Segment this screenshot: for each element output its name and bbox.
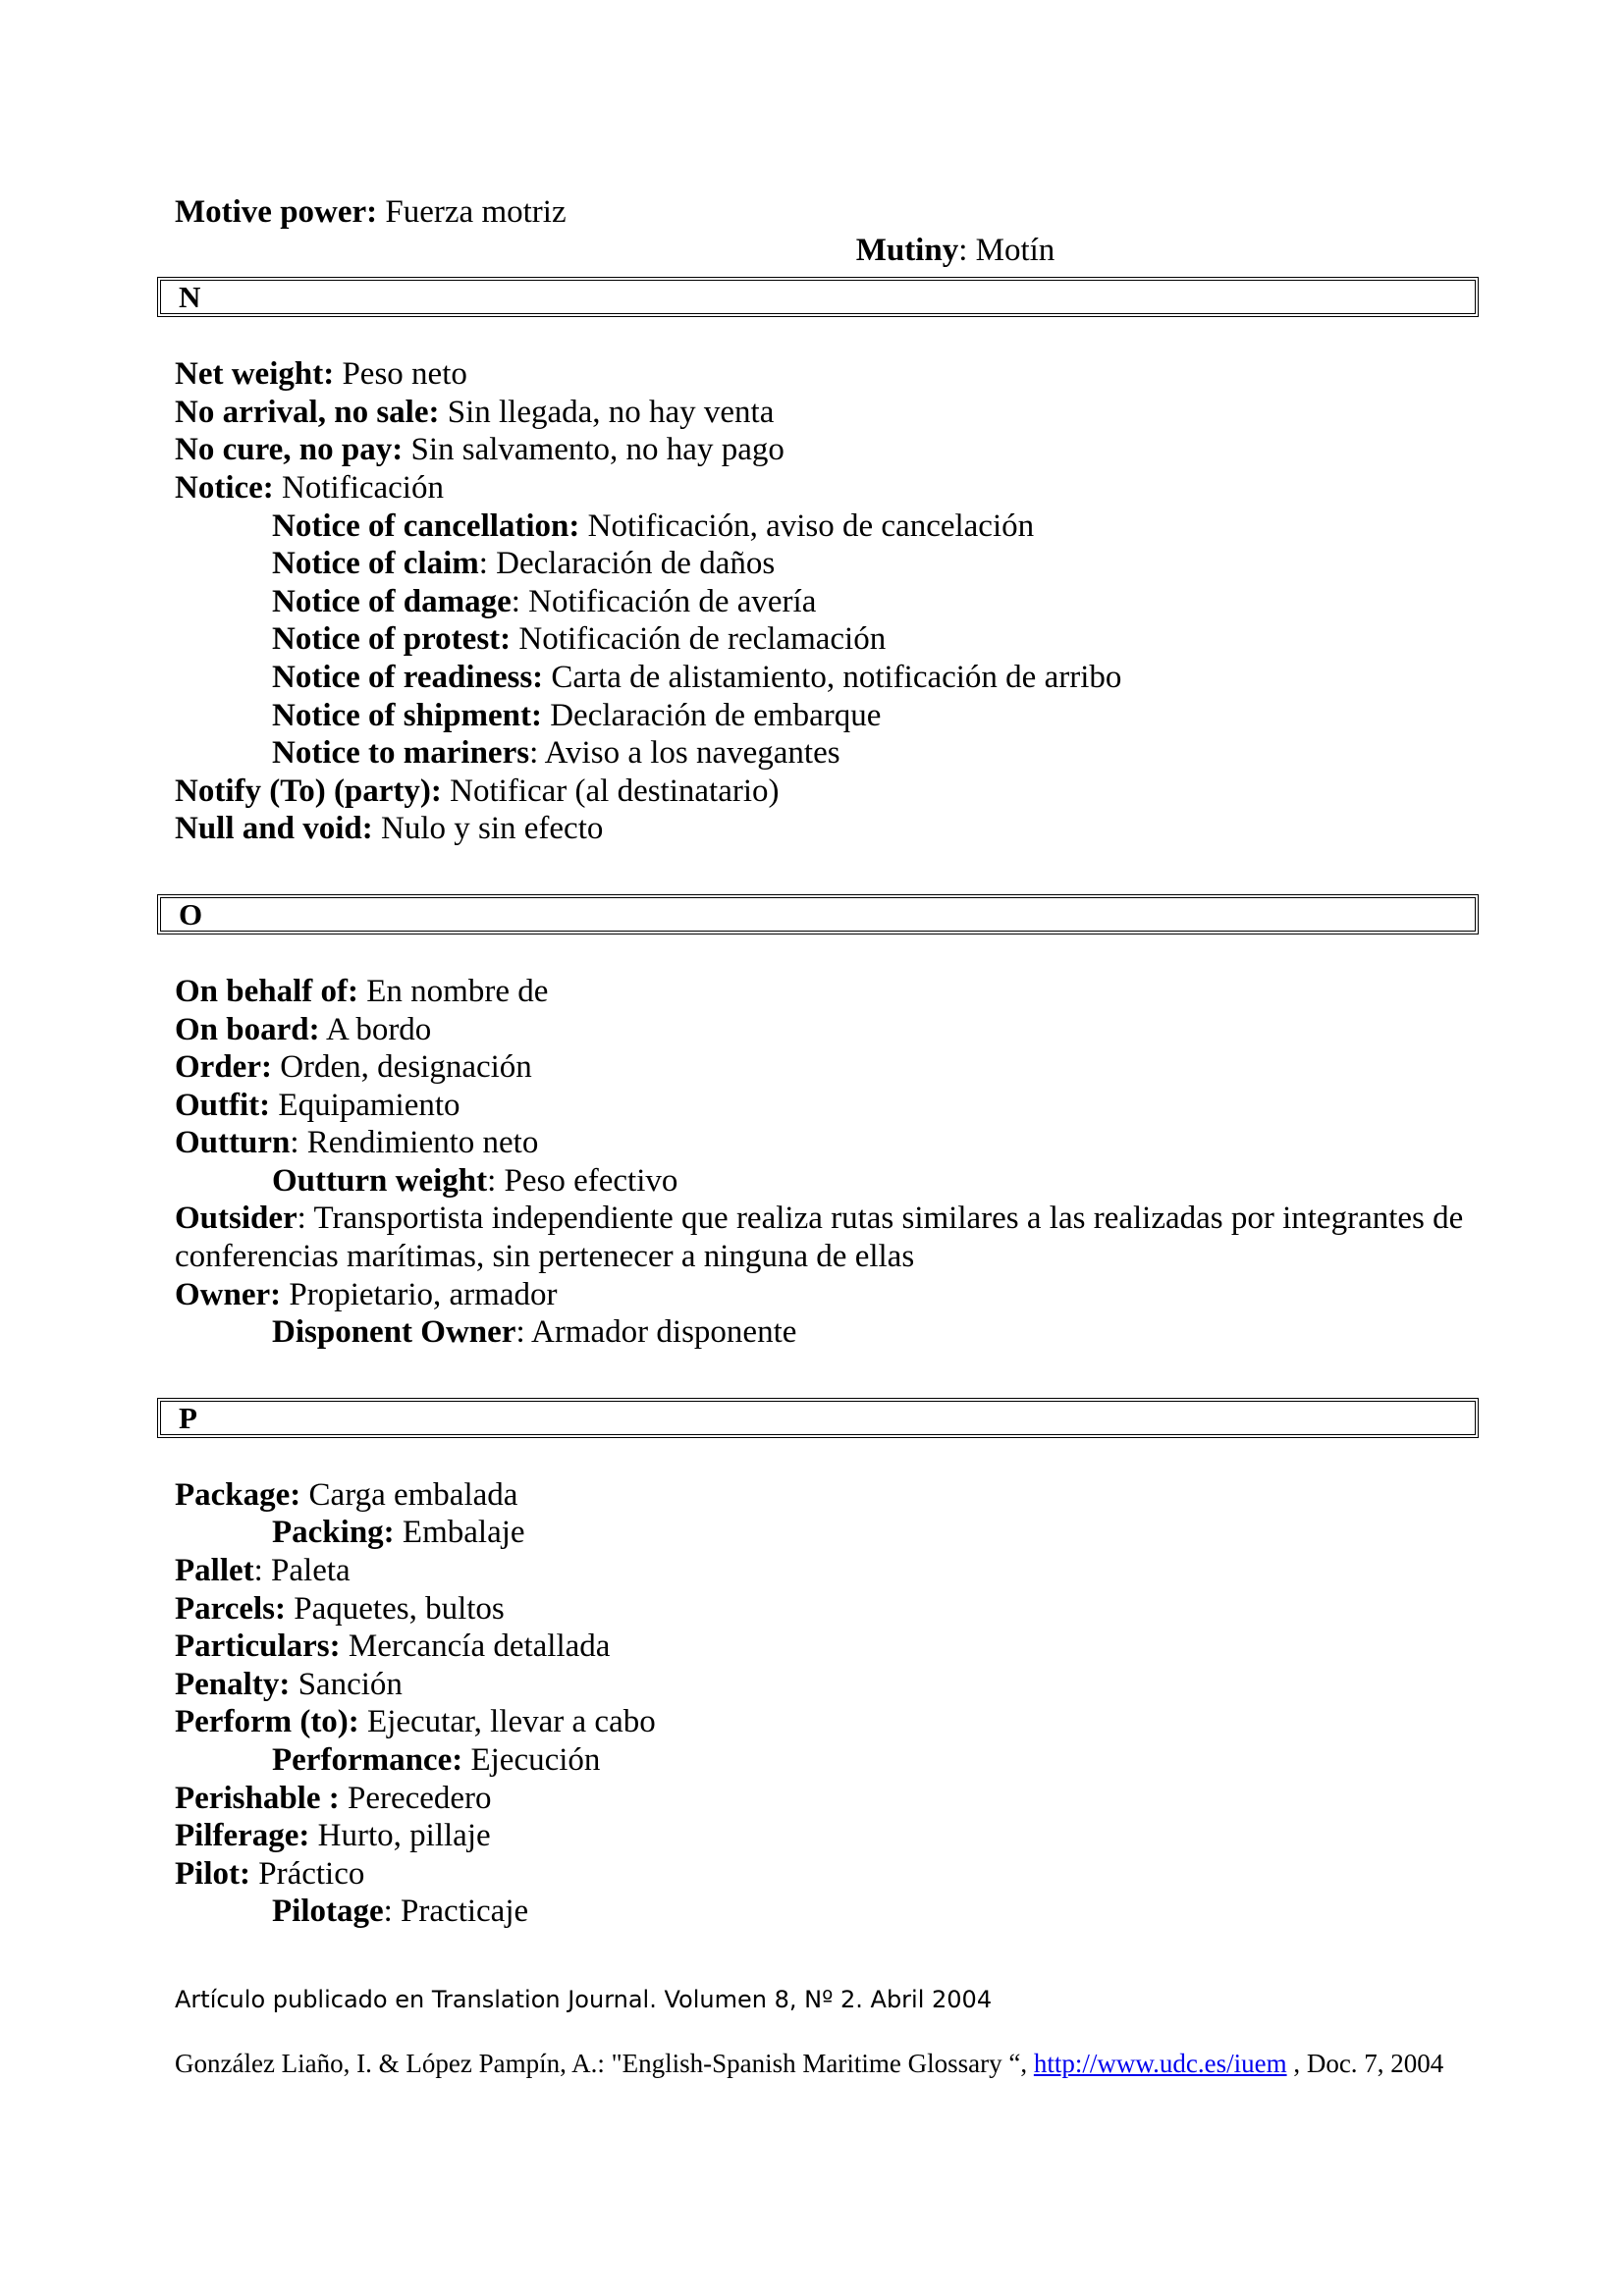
glossary-subentry — [175, 1313, 1481, 1352]
entry-definition: : Transportista independiente que realiza rutas similares a las realizadas por integrantes de conferencias marítimas, sin pertenecer a ninguna de ellas — [175, 1201, 1464, 1275]
entry-definition: Perecedero — [339, 1780, 492, 1816]
glossary-entry — [175, 469, 1481, 507]
glossary-subentry — [175, 507, 1481, 546]
entry-definition: A bordo — [319, 1011, 432, 1047]
section-header: N — [157, 277, 1479, 317]
citation-link[interactable]: http://www.udc.es/iuem — [1033, 2049, 1287, 2078]
entry-term: Outturn weight — [272, 1162, 488, 1199]
entry-term: Order: — [175, 1049, 272, 1086]
entry-definition: Equipamiento — [270, 1087, 460, 1123]
spacer — [175, 1352, 1481, 1390]
entry-definition: : Peso efectivo — [487, 1162, 678, 1199]
entry-definition: Notificación de reclamación — [511, 621, 887, 658]
citation-prefix: González Liaño, I. & López Pampín, A.: "English-Spanish Maritime Glossary “, — [175, 2049, 1034, 2078]
glossary-subentry — [175, 697, 1481, 735]
entry-definition: Carta de alistamiento, notificación de arribo — [543, 659, 1122, 695]
glossary-content — [175, 193, 1481, 1931]
glossary-entry — [175, 1552, 1481, 1590]
citation — [175, 2049, 1451, 2079]
section-header: O — [157, 894, 1479, 934]
entry-term: Packing: — [272, 1515, 395, 1551]
entry-definition: Nulo y sin efecto — [372, 811, 604, 847]
entry-definition: Práctico — [249, 1855, 365, 1892]
glossary-subentry — [175, 620, 1481, 659]
glossary-entry — [175, 810, 1481, 848]
entry-term: Outsider — [175, 1201, 298, 1237]
entry-definition: En nombre de — [358, 973, 549, 1009]
citation-suffix: , Doc. 7, 2004 — [1286, 2049, 1444, 2078]
entry-term: On board: — [175, 1011, 320, 1047]
glossary-entry — [175, 973, 1481, 1011]
entry-term: Notice of protest: — [272, 621, 512, 658]
entry-definition: Sin salvamento, no hay pago — [403, 432, 784, 468]
entry-term: Notice to mariners — [272, 735, 530, 772]
glossary-subentry — [175, 1162, 1481, 1201]
entry-definition: Ejecutar, llevar a cabo — [358, 1704, 656, 1740]
entry-term: No arrival, no sale: — [175, 394, 440, 430]
glossary-entry — [175, 1124, 1481, 1162]
entry-definition: Sin llegada, no hay venta — [439, 394, 775, 430]
entry-term: Motive power: — [175, 194, 378, 230]
entry-definition: : Rendimiento neto — [290, 1125, 539, 1161]
entry-term: Performance: — [272, 1742, 463, 1778]
entry-term: Net weight: — [175, 356, 335, 393]
glossary-subentry — [175, 1741, 1481, 1780]
glossary-entry — [175, 355, 1481, 394]
glossary-entry — [175, 1703, 1481, 1741]
glossary-entry — [175, 1817, 1481, 1855]
entry-definition: Notificación, aviso de cancelación — [579, 507, 1035, 544]
entry-definition: Notificar (al destinatario) — [441, 773, 780, 809]
glossary-sections — [175, 277, 1481, 1931]
glossary-subentry — [175, 1514, 1481, 1552]
glossary-entry — [175, 1087, 1481, 1125]
entry-term: Owner: — [175, 1276, 282, 1312]
glossary-entry — [175, 193, 1481, 232]
entry-term: Mutiny — [855, 232, 959, 268]
glossary-entry — [175, 1048, 1481, 1087]
spacer — [175, 934, 1481, 973]
entry-definition: Hurto, pillaje — [309, 1818, 491, 1854]
glossary-subentry — [175, 734, 1481, 773]
entry-term: Disponent Owner — [272, 1314, 516, 1351]
entry-definition: : Armador disponente — [515, 1314, 797, 1351]
entry-definition: Sanción — [290, 1666, 403, 1702]
entry-term: Notice of readiness: — [272, 659, 544, 695]
spacer — [175, 317, 1481, 355]
glossary-subentry — [175, 1893, 1481, 1931]
entry-term: Outfit: — [175, 1087, 271, 1123]
glossary-subentry — [175, 659, 1481, 697]
glossary-entry-centered — [175, 232, 1481, 270]
entry-term: Pilotage — [272, 1894, 384, 1930]
entry-definition: Carga embalada — [300, 1476, 518, 1513]
glossary-entry — [175, 1476, 1481, 1515]
entry-term: Notice of claim — [272, 546, 479, 582]
entry-definition: Notificación — [273, 469, 444, 506]
glossary-entry — [175, 773, 1481, 811]
entry-definition: Fuerza motriz — [377, 194, 567, 230]
entry-definition: : Aviso a los navegantes — [529, 735, 840, 772]
entry-definition: Orden, designación — [271, 1049, 532, 1086]
glossary-entry — [175, 1666, 1481, 1704]
entry-definition: : Practicaje — [383, 1894, 529, 1930]
entry-definition: : Motín — [958, 232, 1055, 268]
entry-term: No cure, no pay: — [175, 432, 404, 468]
entry-term: Outturn — [175, 1125, 291, 1161]
glossary-entry — [175, 1855, 1481, 1894]
entry-term: Notice: — [175, 469, 274, 506]
entry-term: Pilferage: — [175, 1818, 310, 1854]
entry-term: Penalty: — [175, 1666, 291, 1702]
glossary-entry — [175, 1276, 1481, 1314]
glossary-subentry — [175, 583, 1481, 621]
glossary-entry — [175, 1011, 1481, 1049]
entry-term: Null and void: — [175, 811, 373, 847]
entry-term: Parcels: — [175, 1590, 287, 1627]
publication-note: Artículo publicado en Translation Journal. Volumen 8, Nº 2. Abril 2004 — [175, 1986, 993, 2013]
entry-definition: : Declaración de daños — [478, 546, 776, 582]
entry-term: Particulars: — [175, 1629, 341, 1665]
glossary-entry — [175, 1590, 1481, 1629]
entry-definition: Declaración de embarque — [541, 697, 882, 733]
entry-term: Notice of cancellation: — [272, 507, 580, 544]
spacer — [175, 1438, 1481, 1476]
entry-definition: : Paleta — [253, 1553, 351, 1589]
entry-definition: Paquetes, bultos — [286, 1590, 505, 1627]
entry-term: Notice of shipment: — [272, 697, 542, 733]
entry-definition: Mercancía detallada — [340, 1629, 611, 1665]
glossary-entry — [175, 431, 1481, 469]
entry-term: Pilot: — [175, 1855, 250, 1892]
entry-definition: Ejecución — [462, 1742, 601, 1778]
entry-definition: : Notificación de avería — [511, 583, 817, 619]
entry-term: Notice of damage — [272, 583, 512, 619]
section-header: P — [157, 1398, 1479, 1438]
glossary-subentry — [175, 545, 1481, 583]
entry-definition: Embalaje — [394, 1515, 525, 1551]
glossary-entry — [175, 1780, 1481, 1818]
spacer — [175, 848, 1481, 886]
glossary-entry — [175, 1200, 1481, 1275]
glossary-entry — [175, 1628, 1481, 1666]
glossary-entry — [175, 394, 1481, 432]
entry-definition: Propietario, armador — [281, 1276, 558, 1312]
entry-term: Notify (To) (party): — [175, 773, 442, 809]
entry-term: Package: — [175, 1476, 301, 1513]
entry-term: Pallet — [175, 1553, 254, 1589]
entry-term: Perform (to): — [175, 1704, 359, 1740]
entry-definition: Peso neto — [334, 356, 467, 393]
entry-term: On behalf of: — [175, 973, 359, 1009]
entry-term: Perishable : — [175, 1780, 340, 1816]
